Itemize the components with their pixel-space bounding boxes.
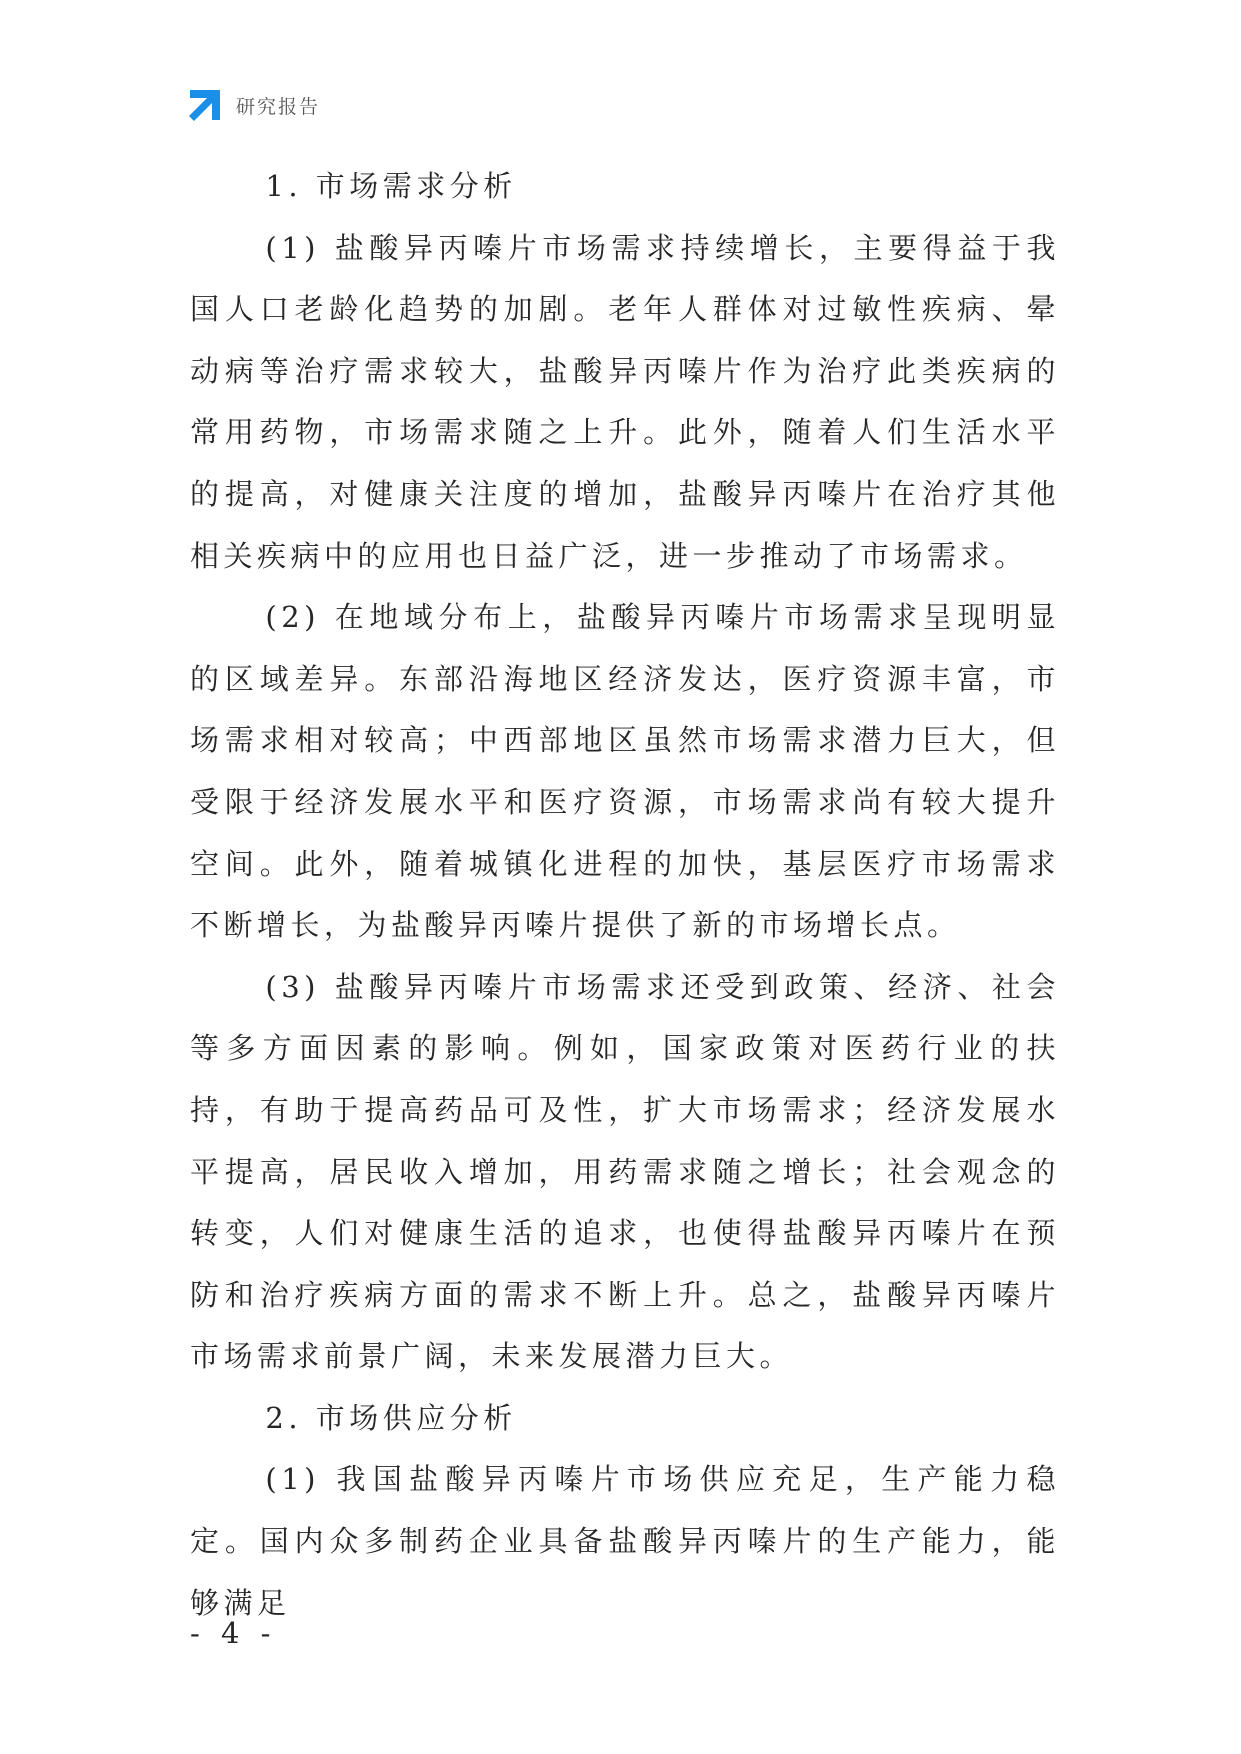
paragraph: (1) 盐酸异丙嗪片市场需求持续增长，主要得益于我国人口老龄化趋势的加剧。老年人群体对过敏性疾病、晕动病等治疗需求较大，盐酸异丙嗪片作为治疗此类疾病的常用药物，市场需求随之上升。此外，随着人们生活水平的提高，对健康关注度的增加，盐酸异丙嗪片在治疗其他相关疾病中的应用也日益广泛，进一步推动了市场需求。 bbox=[190, 230, 1060, 573]
section-heading-demand: 1. 市场需求分析 bbox=[265, 169, 517, 203]
report-header bbox=[188, 87, 320, 123]
header-title: 研究报告 bbox=[236, 95, 321, 118]
page-number: - 4 - bbox=[190, 1616, 277, 1650]
paragraph: (1) 我国盐酸异丙嗪片市场供应充足，生产能力稳定。国内众多制药企业具备盐酸异丙嗪片的生产能力，能够满足 bbox=[190, 1462, 1060, 1620]
report-body bbox=[190, 156, 1060, 1634]
paragraph: (2) 在地域分布上，盐酸异丙嗪片市场需求呈现明显的区域差异。东部沿海地区经济发达，医疗资源丰富，市场需求相对较高；中西部地区虽然市场需求潜力巨大，但受限于经济发展水平和医疗资源，市场需求尚有较大提升空间。此外，随着城镇化进程的加快，基层医疗市场需求不断增长，为盐酸异丙嗪片提供了新的市场增长点。 bbox=[190, 600, 1060, 943]
section-heading-supply: 2. 市场供应分析 bbox=[265, 1400, 517, 1435]
paragraph: (3) 盐酸异丙嗪片市场需求还受到政策、经济、社会等多方面因素的影响。例如，国家政策对医药行业的扶持，有助于提高药品可及性，扩大市场需求；经济发展水平提高，居民收入增加，用药需求随之增长；社会观念的转变，人们对健康生活的追求，也使得盐酸异丙嗪片在预防和治疗疾病方面的需求不断上升。总之，盐酸异丙嗪片市场需求前景广阔，未来发展潜力巨大。 bbox=[190, 969, 1060, 1374]
arrow-up-right-icon bbox=[188, 88, 222, 122]
